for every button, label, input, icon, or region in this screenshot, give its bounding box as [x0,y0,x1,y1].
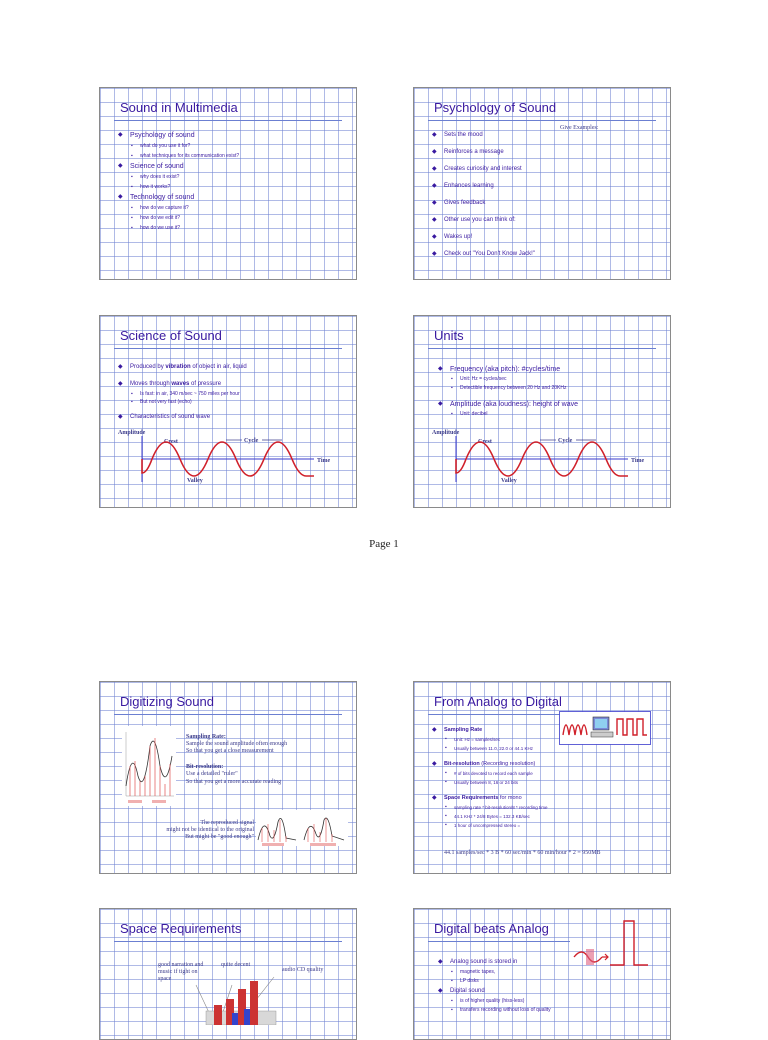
space-bar-chart-image [192,975,292,1025]
slide-title: Sound in Multimedia [120,100,238,115]
narration-note: good narration and music if tight on space [158,962,204,982]
sub-bullet-item: ▪ Detectible frequency between 20 Hz and 20KHz [438,384,660,393]
slide-title: Psychology of Sound [434,100,557,115]
bit-resolution-heading: Bit-resolution: [186,764,224,770]
amplitude-label: Amplitude [118,430,146,436]
slide-sound-in-multimedia [99,87,357,280]
title-rule [114,714,342,715]
slide-title: Digitizing Sound [120,694,214,709]
cycle-label: Cycle [558,438,573,444]
bullet-text: Produced by [130,364,166,370]
sub-bullet-item: ▪ is of higher quality (hiss-less) [438,997,660,1006]
bullet-item [118,412,346,423]
bullet-emphasis: Sampling Rate [444,727,483,733]
bullet-emphasis: Bit-resolution [444,761,480,767]
crest-label: Crest [164,439,178,445]
sub-bullet-item: ▪ what techniques for its communication exist? [118,151,346,161]
storage-formula: 44.1 samples/sec * 3 B * 60 sec/min * 60 min/hour * 2 = 950MB [444,850,601,856]
reproduced-line2: might not be identical to the original [166,827,254,833]
sampling-rate-line2: So that you get a close measurement [186,748,274,754]
sub-bullet-item: ▪ how do we use it? [118,223,346,233]
bullet-emphasis: waves [171,381,190,387]
title-rule [428,120,656,121]
title-rule [114,120,342,121]
slide-from-analog-to-digital [413,681,671,874]
bullet-item [432,794,660,803]
sub-bullet-item: ▪ But not very fast (echo) [118,398,346,406]
reproduced-line3: But might be "good enough" [185,834,254,840]
bullet-item [118,379,346,390]
bullet-list [432,726,660,837]
bullet-list [438,364,660,425]
slide-digitizing-sound [99,681,357,874]
valley-label: Valley [501,478,517,484]
time-label: Time [631,458,645,464]
cycle-label: Cycle [244,438,259,444]
bullet-item: ◆ Science of sound [118,161,346,172]
slide-psychology-of-sound [413,87,671,280]
reproduced-line1: The reproduced signal [200,820,254,826]
bullet-text: Moves through [130,381,172,387]
sub-bullet-item: ▪ Usually between 11.0, 22.0 or 44.1 KHz [432,744,660,753]
bullet-list [432,130,660,260]
bullet-list [438,957,660,1015]
bullet-text-end: for mono [498,795,522,801]
bullet-item: ◆ Technology of sound [118,192,346,203]
title-rule [428,941,570,942]
bullet-text-end: (Recording resolution) [479,761,536,767]
bullet-item: ◆ Frequency (aka pitch): #cycles/time [438,364,660,375]
reproduced-signal-image [256,810,348,846]
bullet-item [432,726,660,735]
bullet-list [118,130,346,233]
give-examples-note: Give Examples: [560,125,599,131]
bullet-spacer [432,753,660,760]
bullet-item: ◆ Check out "You Don't Know Jack!" [432,249,660,260]
title-rule [114,348,342,349]
sub-bullet-item: ▪ what do you use it for? [118,141,346,151]
bullet-emphasis: Space Requirements [444,795,499,801]
title-rule [428,348,656,349]
sampling-chart-image [122,726,176,806]
decent-note: quite decent [221,962,251,968]
bit-resolution-line1: Use a detailed "ruler" [186,771,238,777]
sub-bullet-item: ▪ magnetic tapes, [438,968,660,977]
sampling-rate-heading: Sampling Rate: [186,734,226,740]
bullet-item: ◆ Sets the mood [432,130,660,141]
bullet-text: Characteristics of sound wave [130,414,211,420]
sub-bullet-item: ▪ Unit: Hz = samples/sec [432,735,660,744]
slide-units [413,315,671,508]
sub-bullet-item: ▪ LP disks [438,977,660,986]
sub-bullet-item: ▪ 1 hour of uncompressed stereo = [432,821,660,830]
slide-title: Science of Sound [120,328,222,343]
time-label: Time [317,458,331,464]
sampling-rate-line1: Sample the sound amplitude often enough [186,741,288,747]
bullet-item: ◆ Enhances learning [432,181,660,192]
bullet-item: ◆ Psychology of sound [118,130,346,141]
sub-bullet-item: ▪ Unit: decibel [438,410,660,419]
sound-wave-diagram [114,424,344,494]
sub-bullet-item: ▪ # of bits devoted to record each sample [432,769,660,778]
slide-science-of-sound [99,315,357,508]
bullet-text-end: of pressure [189,381,222,387]
bullet-item: ◆ Analog sound is stored in [438,957,660,968]
sub-bullet-item: ▪ why does it exist? [118,172,346,182]
bit-resolution-line2: So that you get a more accurate reading [186,779,282,785]
bullet-item [432,760,660,769]
sub-bullet-item: ▪ Is fast: in air, 340 m/sec ~ 750 miles per hour [118,390,346,398]
slide-title: Units [434,328,464,343]
sub-bullet-item: ▪ how do we edit it? [118,213,346,223]
crest-label: Crest [478,439,492,445]
page-number: Page 1 [369,538,399,550]
slide-title: Space Requirements [120,921,242,936]
bullet-item: ◆ Wakes up! [432,232,660,243]
slide-title: From Analog to Digital [434,694,562,709]
bullet-spacer [432,787,660,794]
sound-wave-diagram [428,424,658,494]
sub-bullet-item: ▪ 44.1 KHz * 24/8 Bytes = 132.3 KB/sec [432,812,660,821]
bullet-item: ◆ Amplitude (aka loudness): height of wave [438,399,660,410]
title-rule [428,714,570,715]
slide-title: Digital beats Analog [434,921,549,936]
bullet-spacer [432,830,660,837]
sub-bullet-item: ▪ Usually between 8, 16 or 24 bits [432,778,660,787]
valley-label: Valley [187,478,203,484]
bullet-list [118,362,346,429]
bullet-item: ◆ Creates curiosity and interest [432,164,660,175]
slide-digital-beats-analog [413,908,671,1040]
sub-bullet-item: ▪ how it works? [118,182,346,192]
sub-bullet-item: ▪ transfers recording without loss of quality [438,1006,660,1015]
bullet-item: ◆ Other use you can think of: [432,215,660,226]
bullet-item [118,362,346,373]
amplitude-label: Amplitude [432,430,460,436]
bullet-text-end: of object in air, liquid [190,364,247,370]
bullet-item: ◆ Gives feedback [432,198,660,209]
sub-bullet-item: ▪ Unit: Hz = cycles/sec [438,375,660,384]
bullet-emphasis: vibration [165,364,191,370]
bullet-item: ◆ Reinforces a message [432,147,660,158]
sub-bullet-item: ▪ sampling rate * bit-resolution/8 * recording time [432,803,660,812]
sub-bullet-item: ▪ how do we capture it? [118,203,346,213]
bullet-item: ◆ Digital sound [438,986,660,997]
cd-quality-note: audio CD quality [282,967,324,973]
title-rule [114,941,342,942]
slide-space-requirements [99,908,357,1040]
